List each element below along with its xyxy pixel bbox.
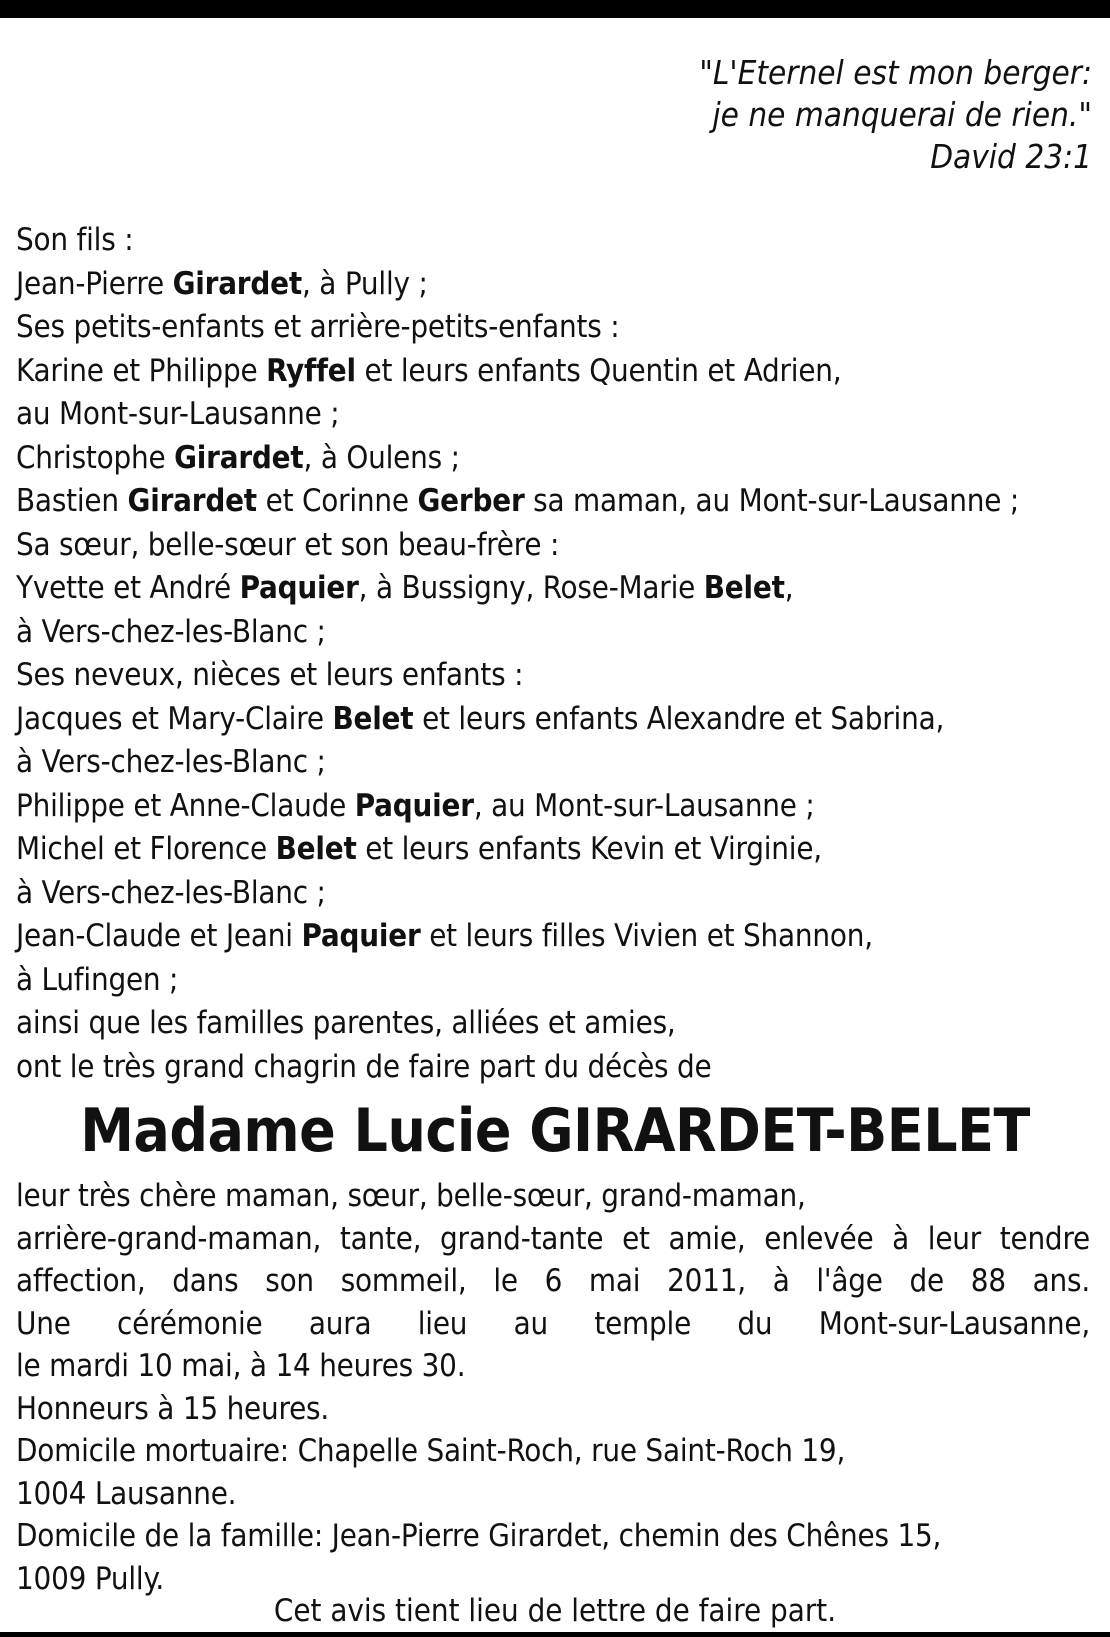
family-line: ont le très grand chagrin de faire part du décès de [16, 1048, 712, 1085]
family-line: Yvette et André Paquier, à Bussigny, Rose-Marie Belet, [16, 570, 794, 606]
surname: Paquier [301, 918, 421, 954]
surname: Girardet [127, 483, 257, 519]
family-line: à Vers-chez-les-Blanc ; [16, 874, 326, 911]
surname: Belet [332, 700, 414, 737]
family-line: Philippe et Anne-Claude Paquier, au Mont-sur-Lausanne ; [16, 787, 815, 824]
family-line: Ses petits-enfants et arrière-petits-enfants : [16, 309, 620, 345]
family-line: Jean-Pierre Girardet, à Pully ; [16, 265, 428, 302]
family-line: Christophe Girardet, à Oulens ; [16, 439, 460, 476]
family-line: au Mont-sur-Lausanne ; [16, 396, 340, 432]
verse-line-1: "L'Eternel est mon berger: [699, 53, 1092, 92]
surname: Belet [703, 570, 785, 606]
deceased-name: Madame Lucie GIRARDET-BELET [80, 1096, 1030, 1166]
body-line: affection, dans son sommeil, le 6 mai 2011, à l'âge de 88 ans. [16, 1263, 1090, 1299]
surname: Gerber [417, 483, 525, 519]
bible-verse [699, 52, 1092, 178]
body-line: Domicile mortuaire: Chapelle Saint-Roch, rue Saint-Roch 19, [16, 1433, 846, 1469]
surname: Girardet [172, 265, 302, 302]
family-line: Sa sœur, belle-sœur et son beau-frère : [16, 526, 560, 563]
surname: Paquier [354, 787, 474, 824]
family-line: à Lufingen ; [16, 961, 179, 998]
verse-reference: David 23:1 [930, 137, 1092, 176]
family-line: ainsi que les familles parentes, alliées et amies, [16, 1005, 676, 1041]
family-line: Jacques et Mary-Claire Belet et leurs enfants Alexandre et Sabrina, [16, 700, 945, 737]
family-line: Jean-Claude et Jeani Paquier et leurs filles Vivien et Shannon, [16, 918, 873, 954]
body-line: arrière-grand-maman, tante, grand-tante et amie, enlevée à leur tendre [16, 1220, 1090, 1257]
family-line: Karine et Philippe Ryffel et leurs enfants Quentin et Adrien, [16, 352, 842, 389]
family-line: à Vers-chez-les-Blanc ; [16, 613, 326, 650]
surname: Paquier [239, 570, 359, 606]
surname: Belet [275, 831, 357, 867]
verse-line-2: je ne manquerai de rien." [712, 95, 1092, 134]
body-line: Une cérémonie aura lieu au temple du Mont-sur-Lausanne, [16, 1305, 1090, 1342]
family-list [16, 219, 1096, 1089]
family-line: à Vers-chez-les-Blanc ; [16, 744, 326, 780]
notice-body [16, 1175, 1090, 1600]
family-line: Son fils : [16, 222, 134, 258]
family-line: Michel et Florence Belet et leurs enfants Kevin et Virginie, [16, 831, 822, 867]
family-line: Ses neveux, nièces et leurs enfants : [16, 657, 524, 693]
body-line: Honneurs à 15 heures. [16, 1390, 330, 1427]
body-line: leur très chère maman, sœur, belle-sœur, grand-maman, [16, 1178, 806, 1214]
body-line: 1004 Lausanne. [16, 1475, 237, 1512]
surname: Girardet [174, 439, 304, 476]
closing-note: Cet avis tient lieu de lettre de faire part. [273, 1593, 837, 1629]
body-line: le mardi 10 mai, à 14 heures 30. [16, 1348, 466, 1384]
body-line: 1009 Pully. [16, 1560, 165, 1597]
surname: Ryffel [266, 352, 356, 389]
family-line: Bastien Girardet et Corinne Gerber sa maman, au Mont-sur-Lausanne ; [16, 483, 1020, 519]
body-line: Domicile de la famille: Jean-Pierre Girardet, chemin des Chênes 15, [16, 1518, 942, 1554]
